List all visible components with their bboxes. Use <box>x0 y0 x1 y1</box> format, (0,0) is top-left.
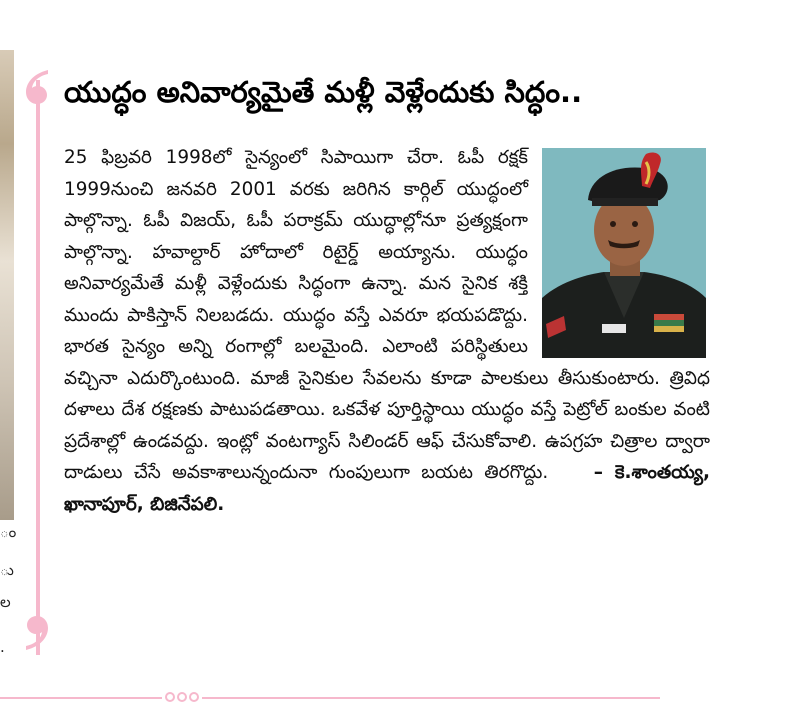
open-quote-icon <box>22 68 52 108</box>
soldier-portrait-illustration <box>542 148 706 358</box>
pink-vertical-rule <box>36 80 40 655</box>
soldier-portrait <box>542 148 706 358</box>
article-headline: యుద్ధం అనివార్యమైతే మళ్లీ వెళ్లేందుకు సిద్ధం.. <box>64 75 583 109</box>
ornament-icon <box>162 691 202 703</box>
close-quote-icon <box>22 612 52 652</box>
adjacent-text-fragment: ు <box>0 563 14 578</box>
article-body-text: 25 ఫిబ్రవరి 1998లో సైన్యంలో సిపాయిగా చేరా. ఓపీ రక్షక్ 1999నుంచి జనవరి 2001 వరకు జరిగిన కార్గిల్ యుద్ధంలో పాల్గొన్నా. ఓపీ విజయ్, ఓపీ పరాక్రమ్ యుద్ధాల్లోనూ ప్రత్యక్షంగా పాల్గొన్నా. హవాల్దార్ హోదాలో రిటైర్డ్ అయ్యాను. యుద్ధం అనివార్యమేతే మళ్లీ వెళ్లేందుకు సిద్ధంగా ఉన్నా. మన సైనిక శక్తి ముందు పాకిస్తాన్ నిలబడదు. యుద్ధం వస్తే ఎవరూ భయపడొద్దు. భారత సైన్యం అన్ని రంగాల్లో బలమైంది. ఎలాంటి పరిస్థితులు వచ్చినా ఎదుర్కొంటుంది. మాజీ సైనికుల సేవలను కూడా పాలకులు తీసుకుంటారు. త్రివిధ దళాలు దేశ రక్షణకు పాటుపడతాయి. ఒకవేళ పూర్తిస్థాయి యుద్ధం వస్తే పెట్రోల్ బంకుల వంటి ప్రదేశాల్లో ఉండవద్దు. ఇంట్లో వంటగ్యాస్ సిలిండర్ ఆఫ్ చేసుకోవాలి. ఉపగ్రహ చిత్రాల ద్వారా దాడులు చేసే అవకాశాలున్నందునా గుంపులుగా బయట తిరగొద్దు. <box>64 147 710 483</box>
adjacent-column-crop <box>0 50 16 670</box>
adjacent-photo <box>0 50 14 520</box>
bottom-pink-rule <box>0 697 660 699</box>
article-byline: – కె.శాంతయ్య, ఖానాపూర్, బిజినేపలి. <box>64 462 710 515</box>
article-body <box>64 142 710 520</box>
adjacent-text-fragment: ల <box>0 595 11 610</box>
adjacent-text-fragment: . <box>0 640 5 655</box>
adjacent-text-fragment: ం <box>0 525 16 540</box>
